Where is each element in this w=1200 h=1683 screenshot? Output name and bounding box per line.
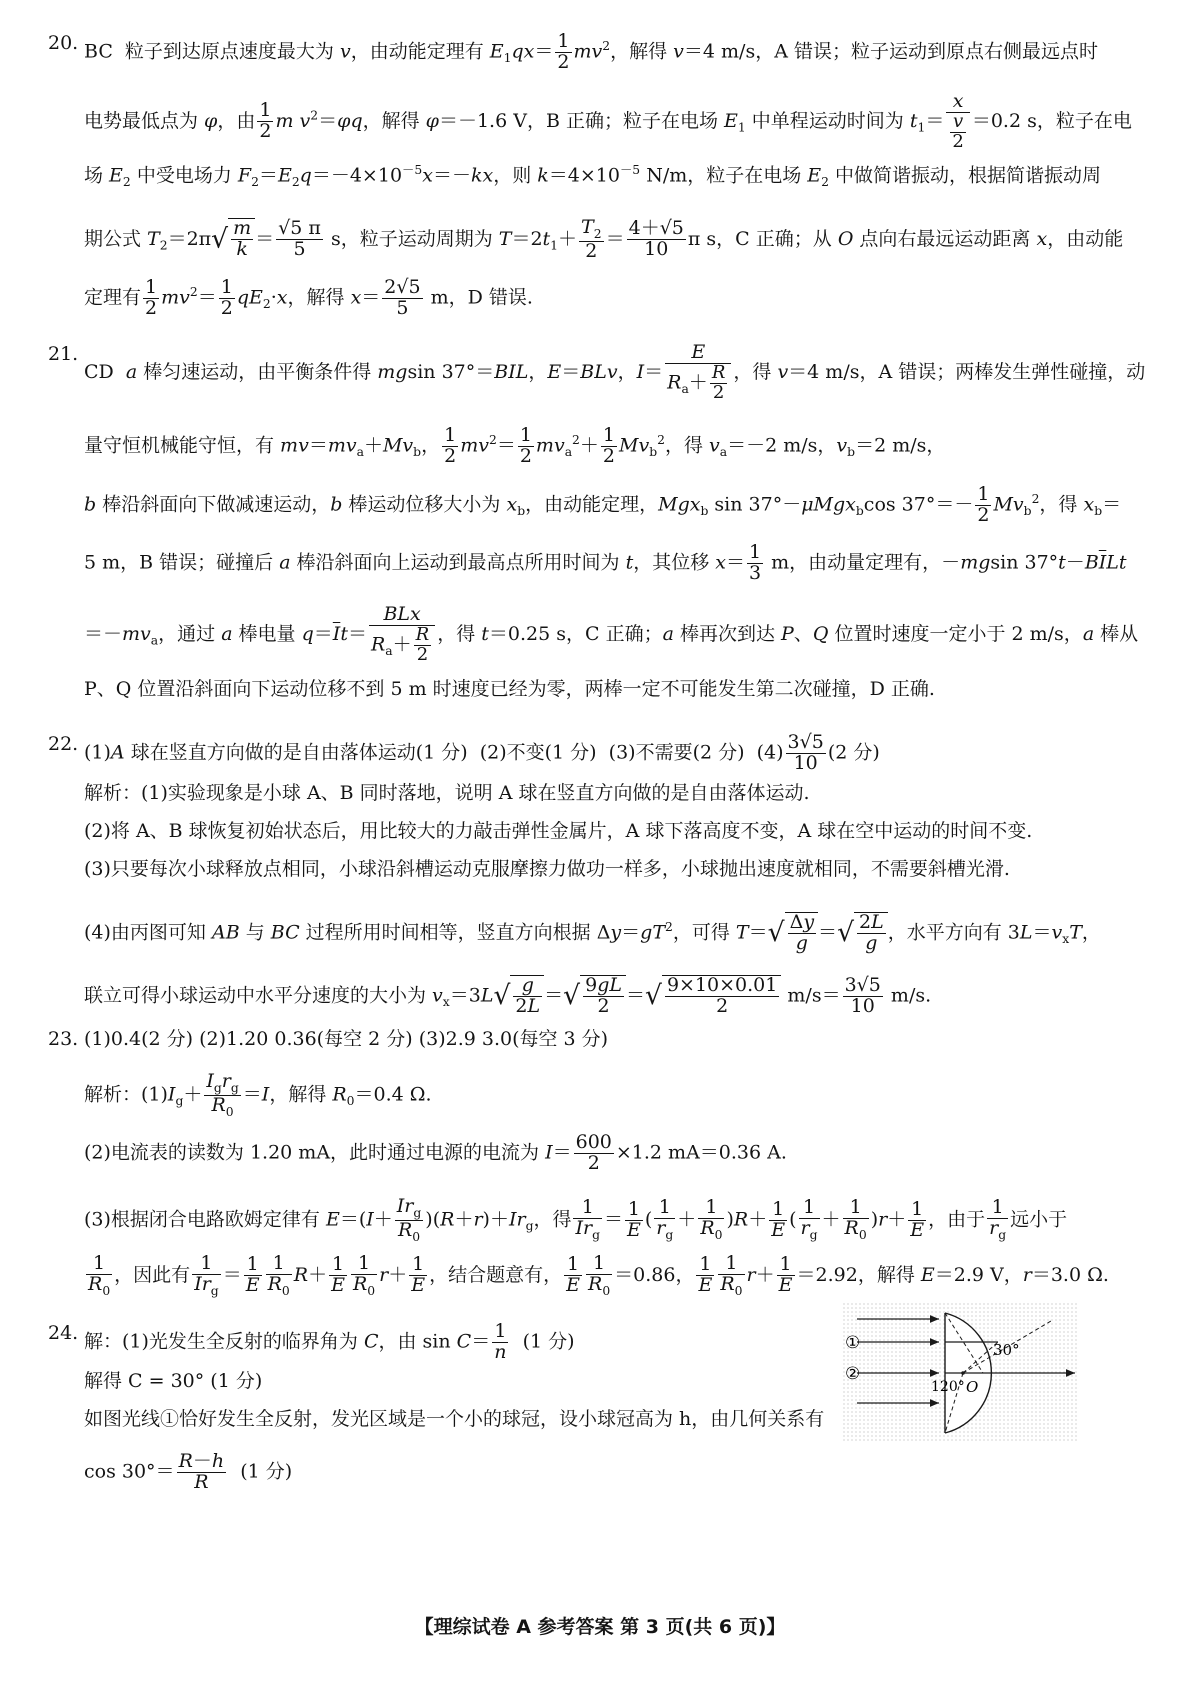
angle-30-label: 30° <box>993 1341 1020 1359</box>
q21-number: 21. <box>48 343 79 365</box>
q20-line3: 场 $E_2$ 中受电场力 $F_2=E_2q=-4\times 10^{-5}x=-kx$，则 $k=4\times 10^{-5}$ N/m，粒子在电场 $E_2$ 中做简谐振动，根据简谐振动周 <box>84 163 1102 190</box>
q22-analysis4: (4)由丙图可知 AB 与 BC 过程所用时间相等，竖直方向根据 $\Delta y=gT^2$，可得 T＝√ $\frac{\Delta y}{g}$ ＝√ $\frac{2L}{g}$ ，水平方向有 $3L=v_xT$， <box>84 911 1101 954</box>
q23-answer: (1)0.4(2 分) (2)1.20 0.36(每空 2 分) (3)2.9 3.0(每空 3 分) <box>84 1028 609 1050</box>
q21-line4: 5 m，B 错误；碰撞后 a 棒沿斜面向上运动到最高点所用时间为 t，其位移 x＝ $\frac{1}{3}$ m，由动量定理有，－mgsin $37^\circ t-B\overline{I}Lt$ <box>84 541 1127 584</box>
q21-line3: b 棒沿斜面向下做减速运动，b 棒运动位移大小为 $x_b$，由动能定理，Mgx$_b$ sin 37°－μMgx$_b$cos 37°＝－ $\frac{1}{2}$ $Mv_b^2$，得 $x_b=$ <box>84 483 1122 526</box>
q22-answer: (1)A 球在竖直方向做的是自由落体运动(1 分) (2)不变(1 分) (3)不需要(2 分) (4) $\frac{3√5}{10}$ (2 分) <box>84 731 880 774</box>
q23-analysis1: 解析：$(1)I_g+$ $I_gr_g$ $R_0$ ＝I，解得 $R_0=0.4$ Ω. <box>84 1070 432 1119</box>
q21-line2: 量守恒机械能守恒，有 $mv=mv_a+Mv_b$， $\frac{1}{2}$ $mv^2=$ $\frac{1}{2}$ $mv_a^2+$ $\frac{1}{2}$ $Mv_b^2$，得 $v_a=-2$ m/s，$v_b=2$ m/s， <box>84 424 946 467</box>
center-o-label: O <box>966 1378 979 1396</box>
q22-analysis1: 解析：(1)实验现象是小球 A、B 同时落地，说明 A 球在竖直方向做的是自由落体运动. <box>84 782 810 804</box>
q23-analysis3: (3)根据闭合电路欧姆定律有 E＝(I＋ $Ir_g$ $R_0$ )$(R+r)+Ir_g$，得 1 $Ir_g$ ＝ $\frac{1}{E}$ ( $\frac{1}{r_g}$ ＋ $\frac{1}{R_0}$ )R＋ $\frac{1}{E}$ ( $\frac{1}{r_g}$ ＋ $\frac{1}{R_0}$ )r＋ $\frac{1}{E}$ ，由于 $\frac{1}{r_g}$ 远小于 <box>84 1195 1068 1244</box>
ray-2-label: ② <box>845 1364 861 1384</box>
q20-line4: 期公式 $T_2=2\pi√$ $\frac{m}{k}$ ＝ $\frac{√5 \pi}{5}$ s，粒子运动周期为 $T=2t_1+$ $\frac{T_2}{2}$ ＝ $\frac{4+√5}{10}$ π s，C 正确；从 O 点向右最远运动距离 x，由动能 <box>84 216 1124 262</box>
q20-line1: BC 粒子到达原点速度最大为 v，由动能定理有 $E_1qx=$ $\frac{1}{2}$ $mv^2$，解得 v＝4 m/s，A 错误；粒子运动到原点右侧最远点时 <box>84 30 1098 73</box>
q23-number: 23. <box>48 1028 79 1050</box>
q21-line1: CD a 棒匀速运动，由平衡条件得 mgsin 37°＝BIL，E＝BLv，I＝ E $R_a+$ $\frac{R}{2}$ ，得 v＝4 m/s，A 错误；两棒发生弹性碰撞，动 <box>84 341 1146 403</box>
q20-line5: 定理有 $\frac{1}{2}$ $mv^2=$ $\frac{1}{2}$ $qE_2\cdot x$，解得 x＝ $\frac{2√5}{5}$ m，D 错误. <box>84 276 533 319</box>
angle-120-label: 120° <box>931 1379 965 1395</box>
q22-analysis5: 联立可得小球运动中水平分速度的大小为 $v_x=3L√$ $\frac{g}{2L}$ ＝√ $\frac{9gL}{2}$ ＝√ $\frac{9\times 10\times 0.01}{2}$ m/s＝ $\frac{3√5}{10}$ m/s. <box>84 974 932 1017</box>
q24-line4: cos 30°＝ $\frac{R-h}{R}$ (1 分) <box>84 1450 293 1493</box>
q20-line2: 电势最低点为 φ，由 $\frac{1}{2}$ m $v^2=\varphi q$，解得 φ＝－1.6 V，B 正确；粒子在电场 $E_1$ 中单程运动时间为 $t_1=$ $\frac{x}{\frac{v}{2}}$ ＝0.2 s，粒子在电 <box>84 90 1132 152</box>
optics-figure <box>843 1303 1079 1443</box>
q22-analysis2: (2)将 A、B 球恢复初始状态后，用比较大的力敲击弹性金属片，A 球下落高度不变，A 球在空中运动的时间不变. <box>84 820 1033 842</box>
q22-number: 22. <box>48 733 79 755</box>
q24-line1: 解：(1)光发生全反射的临界角为 C，由 sin C＝ $\frac{1}{n}$ (1 分) <box>84 1320 575 1363</box>
q24-number: 24. <box>48 1322 79 1344</box>
q21-line5: $=-mv_a$，通过 a 棒电量 $q=\overline{I}t=$ BLx $R_a+$ $\frac{R}{2}$ ，得 t＝0.25 s，C 正确；a 棒再次到达 P、Q 位置时速度一定小于 2 m/s，a 棒从 <box>84 603 1139 665</box>
q21-line6: P、Q 位置沿斜面向下运动位移不到 5 m 时速度已经为零，两棒一定不可能发生第二次碰撞，D 正确. <box>84 678 935 700</box>
q22-analysis3: (3)只要每次小球释放点相同，小球沿斜槽运动克服摩擦力做功一样多，小球抛出速度就相同，不需要斜槽光滑. <box>84 858 1010 880</box>
q23-analysis4: $\frac{1}{R_0}$ ，因此有 1 $Ir_g$ ＝ $\frac{1}{E}$ $\frac{1}{R_0}$ R＋ $\frac{1}{E}$ $\frac{1}{R_0}$ r＋ $\frac{1}{E}$ ，结合题意有， $\frac{1}{E}$ $\frac{1}{R_0}$ ＝0.86， $\frac{1}{E}$ $\frac{1}{R_0}$ r＋ $\frac{1}{E}$ ＝2.92，解得 E＝2.9 V，r＝3.0 Ω. <box>88 1252 1109 1298</box>
q24-line3: 如图光线①恰好发生全反射，发光区域是一个小的球冠，设小球冠高为 h，由几何关系有 <box>84 1408 825 1430</box>
page-footer: 【理综试卷 A 参考答案 第 3 页(共 6 页)】 <box>414 1616 786 1638</box>
q23-analysis2: (2)电流表的读数为 1.20 mA，此时通过电源的电流为 I＝ $\frac{600}{2}$ ×1.2 mA＝0.36 A. <box>84 1131 787 1174</box>
q24-line2: 解得 C = 30° (1 分) <box>84 1370 263 1392</box>
q20-number: 20. <box>48 32 79 54</box>
ray-1-label: ① <box>845 1333 861 1353</box>
